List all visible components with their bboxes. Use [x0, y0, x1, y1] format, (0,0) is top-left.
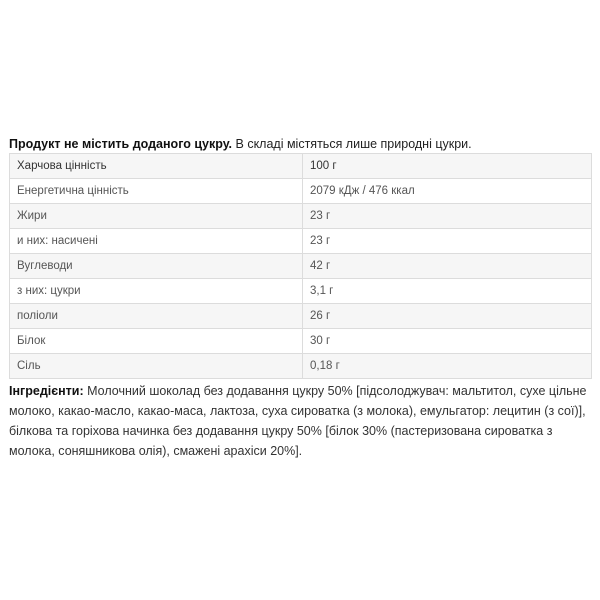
nutrition-value: 3,1 г — [303, 279, 592, 304]
nutrition-value: 23 г — [303, 229, 592, 254]
nutrition-label: Білок — [10, 329, 303, 354]
nutrition-row-sugars — [10, 279, 592, 304]
sugar-notice-text: В складі містяться лише природні цукри. — [232, 137, 472, 151]
nutrition-value: 2079 кДж / 476 ккал — [303, 179, 592, 204]
nutrition-row-carbs — [10, 254, 592, 279]
nutrition-table — [9, 153, 592, 379]
nutrition-label: Вуглеводи — [10, 254, 303, 279]
nutrition-label: Енергетична цінність — [10, 179, 303, 204]
nutrition-value: 30 г — [303, 329, 592, 354]
nutrition-row-saturated — [10, 229, 592, 254]
nutrition-label: и них: насичені — [10, 229, 303, 254]
nutrition-row-protein — [10, 329, 592, 354]
nutrition-row-salt — [10, 354, 592, 379]
nutrition-header-value: 100 г — [303, 154, 592, 179]
product-description — [9, 136, 591, 461]
nutrition-value: 26 г — [303, 304, 592, 329]
nutrition-label: з них: цукри — [10, 279, 303, 304]
nutrition-label: Жири — [10, 204, 303, 229]
nutrition-value: 42 г — [303, 254, 592, 279]
ingredients-paragraph — [9, 381, 591, 461]
nutrition-header-label: Харчова цінність — [10, 154, 303, 179]
nutrition-row-polyols — [10, 304, 592, 329]
nutrition-value: 23 г — [303, 204, 592, 229]
nutrition-value: 0,18 г — [303, 354, 592, 379]
ingredients-text: Молочний шоколад без додавання цукру 50% [підсолоджувач: мальтитол, сухе цільне молоко, какао-масло, какао-маса, лактоза, суха сироватка (з молока), емульгатор: лецитин (з сої)], білкова та горіхова начинка без додавання цукру 50% [білок 30% (пастеризована сироватка з молока, соняшникова олія), смажені арахіси 20%]. — [9, 384, 587, 458]
ingredients-label: Інгредієнти: — [9, 384, 84, 398]
nutrition-row-energy — [10, 179, 592, 204]
nutrition-label: поліоли — [10, 304, 303, 329]
sugar-notice — [9, 136, 591, 152]
sugar-notice-bold: Продукт не містить доданого цукру. — [9, 137, 233, 151]
nutrition-label: Сіль — [10, 354, 303, 379]
nutrition-header-row — [10, 154, 592, 179]
nutrition-row-fat — [10, 204, 592, 229]
